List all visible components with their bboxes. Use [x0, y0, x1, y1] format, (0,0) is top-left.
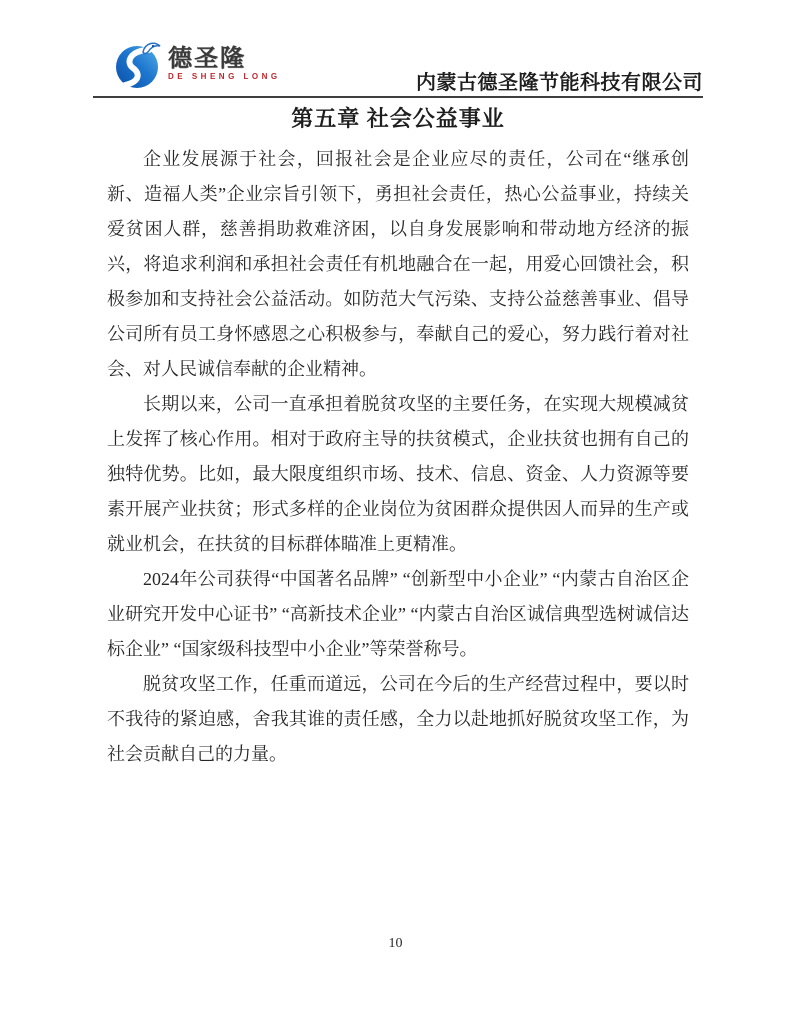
- chapter-title: 第五章 社会公益事业: [291, 106, 505, 131]
- logo-text-cn: 德圣隆: [168, 45, 246, 72]
- paragraph-1: 企业发展源于社会，回报社会是企业应尽的责任，公司在“继承创新、造福人类”企业宗旨引领下，勇担社会责任，热心公益事业，持续关爱贫困人群，慈善捐助救难济困，以自身发展影响和带动地方经济的振兴，将追求利润和承担社会责任有机地融合在一起，用爱心回馈社会，积极参加和支持社会公益活动。如防范大气污染、支持公益慈善事业、倡导公司所有员工身怀感恩之心积极参与，奉献自己的爱心，努力践行着对社会、对人民诚信奉献的企业精神。: [107, 149, 689, 379]
- company-name: 内蒙古德圣隆节能科技有限公司: [416, 72, 703, 94]
- paragraph-3: 2024年公司获得“中国著名品牌” “创新型中小企业” “内蒙古自治区企业研究开发中心证书” “高新技术企业” “内蒙古自治区诚信典型选树诚信达标企业” “国家级科技型中小企业”等荣誉称号。: [107, 569, 689, 659]
- document-body: [107, 142, 689, 772]
- logo-text-en: DE SHENG LONG: [168, 72, 281, 81]
- header-rule: [93, 96, 703, 98]
- paragraph-4: 脱贫攻坚工作，任重而道远，公司在今后的生产经营过程中，要以时不我待的紧迫感，舍我其谁的责任感，全力以赴地抓好脱贫攻坚工作，为社会贡献自己的力量。: [107, 674, 689, 764]
- page-number: 10: [388, 936, 403, 951]
- paragraph-2: 长期以来，公司一直承担着脱贫攻坚的主要任务，在实现大规模减贫上发挥了核心作用。相对于政府主导的扶贫模式，企业扶贫也拥有自己的独特优势。比如，最大限度组织市场、技术、信息、资金、人力资源等要素开展产业扶贫；形式多样的企业岗位为贫困群众提供因人而异的生产或就业机会，在扶贫的目标群体瞄准上更精准。: [107, 394, 689, 554]
